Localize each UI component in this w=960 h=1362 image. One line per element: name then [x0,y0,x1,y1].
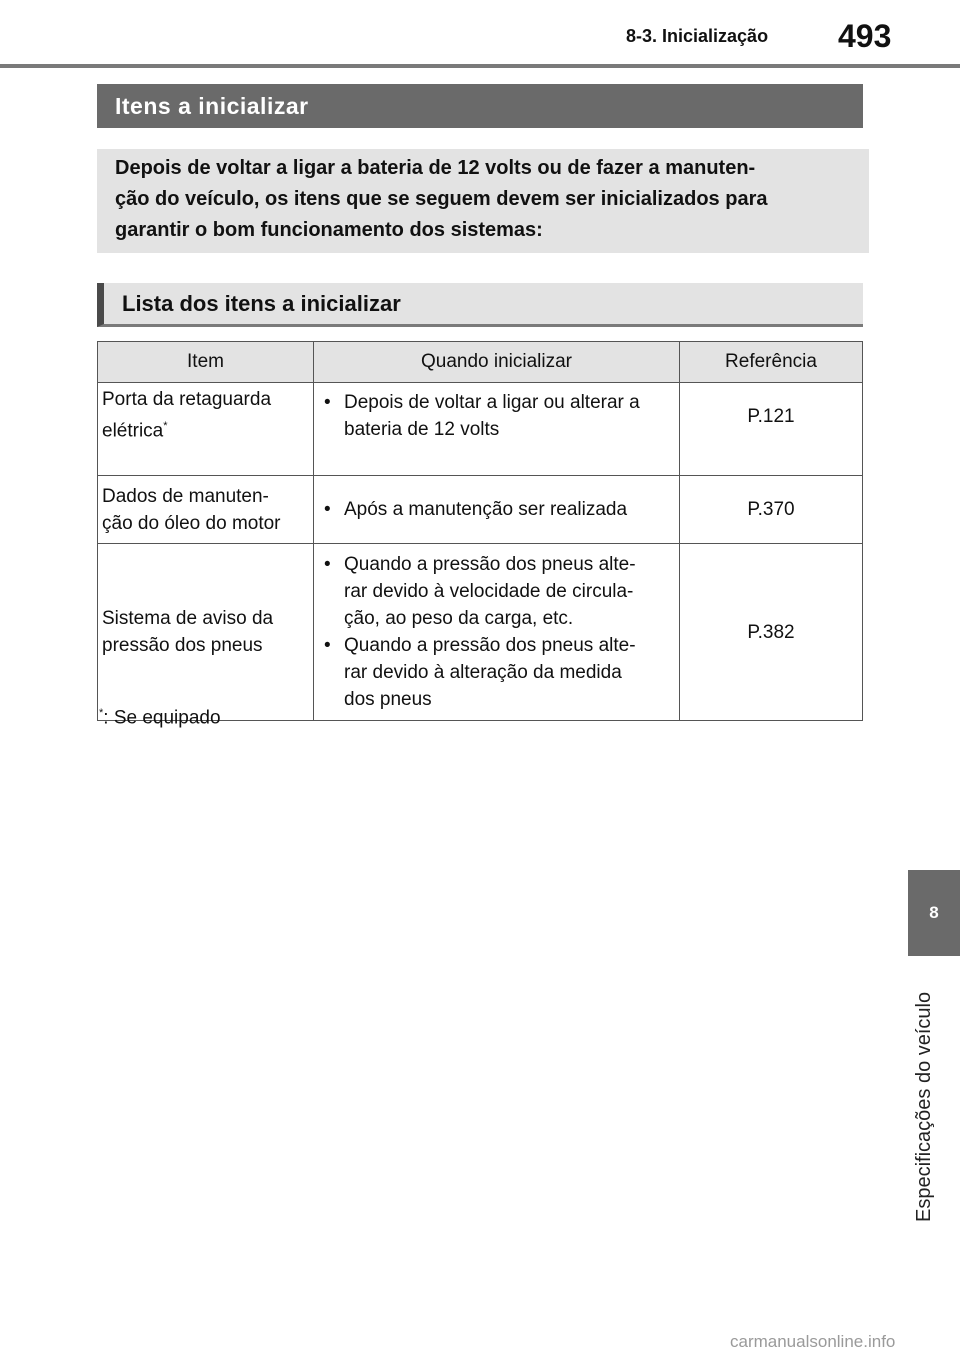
table-row [98,544,863,721]
list-item: • Após a manutenção ser realizada [344,496,675,523]
item-text: Dados de manuten- ção do óleo do motor [102,485,281,534]
header-reference: Referência [680,342,863,383]
initialization-table [97,341,863,721]
cell-item [98,544,314,721]
chapter-tab [908,870,960,956]
when-list [318,551,675,713]
cell-reference: P.121 [680,383,863,476]
footnote [99,707,221,729]
watermark: carmanualsonline.info [730,1332,896,1351]
cell-item [98,476,314,544]
list-item: • Depois de voltar a ligar ou alterar a bateria de 12 volts [344,389,675,443]
page-title: Itens a inicializar [115,92,309,119]
item-text: Porta da retaguarda elétrica [102,389,272,442]
item-text: Sistema de aviso da pressão dos pneus [102,608,274,656]
page-number: 493 [838,18,892,54]
cell-item [98,383,314,476]
section-title: 8-3. Inicialização [626,26,769,46]
table-row [98,476,863,544]
cell-when [314,383,680,476]
intro-box [97,149,869,253]
header-when: Quando inicializar [314,342,680,383]
chapter-number: 8 [929,903,939,922]
subheading-text: Lista dos itens a inicializar [122,290,401,316]
table-row [98,383,863,476]
intro-text [115,153,853,246]
table-header-row [98,342,863,383]
intro-line-3: garantir o bom funcionamento dos sistemas: [115,219,543,241]
header-divider [0,64,960,68]
intro-line-1: Depois de voltar a ligar a bateria de 12 volts ou de fazer a manuten- [115,157,756,179]
cell-reference: P.382 [680,544,863,721]
chapter-label: Especificações do veículo [913,991,935,1222]
cell-when [314,544,680,721]
cell-reference: P.370 [680,476,863,544]
footnote-mark: * [163,420,168,432]
footnote-text: : Se equipado [103,707,221,729]
page-title-bar [97,84,863,128]
cell-when [314,476,680,544]
when-list [318,496,675,523]
header-item: Item [98,342,314,383]
footnote-symbol: * [99,707,104,719]
when-list [318,389,675,443]
intro-line-2: ção do veículo, os itens que se seguem devem ser inicializados para [115,188,768,210]
section-subheading [97,283,863,327]
list-item: • Quando a pressão dos pneus alte- rar devido à velocidade de circula- ção, ao peso da carga, etc. [344,551,675,632]
list-item: • Quando a pressão dos pneus alte- rar devido à alteração da medida dos pneus [344,632,675,713]
